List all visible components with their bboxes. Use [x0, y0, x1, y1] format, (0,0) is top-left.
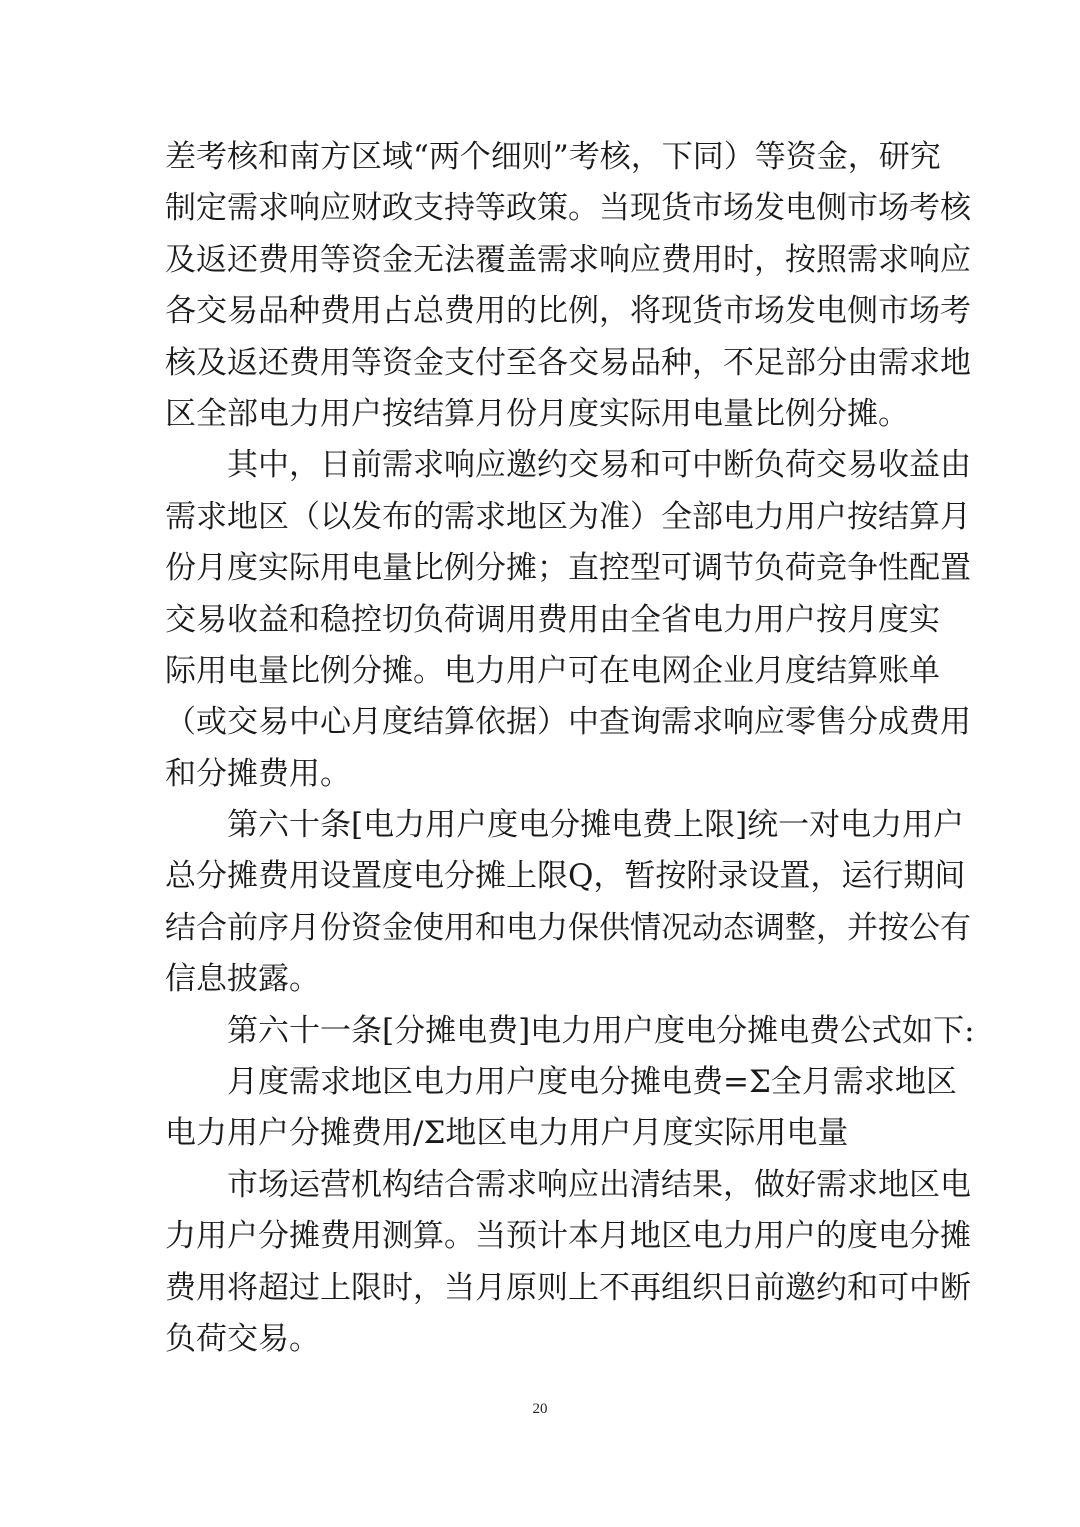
text-line: 月度需求地区电力用户度电分摊电费=Σ全月需求地区 [165, 1064, 957, 1101]
text-line: 区全部电力用户按结算月份月度实际用电量比例分摊。 [165, 395, 909, 432]
text-line: 费用将超过上限时，当月原则上不再组织日前邀约和可中断 [165, 1269, 971, 1306]
text-line: 第六十一条[分摊电费]电力用户度电分摊电费公式如下: [165, 1012, 975, 1049]
text-line: 结合前序月份资金使用和电力保供情况动态调整，并按公有 [165, 909, 971, 946]
body-text [165, 132, 975, 1365]
text-line: 需求地区（以发布的需求地区为准）全部电力用户按结算月 [165, 498, 971, 535]
text-line: 市场运营机构结合需求响应出清结果，做好需求地区电 [165, 1166, 971, 1203]
text-line: 其中，日前需求响应邀约交易和可中断负荷交易收益由 [165, 447, 971, 484]
text-line: 制定需求响应财政支持等政策。当现货市场发电侧市场考核 [165, 190, 971, 227]
text-line: 核及返还费用等资金支付至各交易品种，不足部分由需求地 [165, 344, 971, 381]
text-line: 负荷交易。 [165, 1320, 320, 1357]
text-line: 和分摊费用。 [165, 755, 351, 792]
text-line: （或交易中心月度结算依据）中查询需求响应零售分成费用 [165, 704, 971, 741]
text-line: 力用户分摊费用测算。当预计本月地区电力用户的度电分摊 [165, 1218, 971, 1255]
text-line: 份月度实际用电量比例分摊；直控型可调节负荷竞争性配置 [165, 550, 971, 587]
text-line: 电力用户分摊费用/Σ地区电力用户月度实际用电量 [165, 1115, 849, 1152]
text-line: 际用电量比例分摊。电力用户可在电网企业月度结算账单 [165, 652, 940, 689]
page-number: 20 [532, 1401, 548, 1417]
text-line: 及返还费用等资金无法覆盖需求响应费用时，按照需求响应 [165, 241, 971, 278]
text-line: 信息披露。 [165, 961, 320, 998]
text-line: 差考核和南方区域“两个细则”考核，下同）等资金，研究 [165, 139, 941, 175]
text-line: 各交易品种费用占总费用的比例，将现货市场发电侧市场考 [165, 293, 971, 330]
text-line: 第六十条[电力用户度电分摊电费上限]统一对电力用户 [165, 807, 965, 844]
text-line: 交易收益和稳控切负荷调用费用由全省电力用户按月度实 [165, 601, 940, 638]
text-line: 总分摊费用设置度电分摊上限Q，暂按附录设置，运行期间 [165, 858, 966, 895]
